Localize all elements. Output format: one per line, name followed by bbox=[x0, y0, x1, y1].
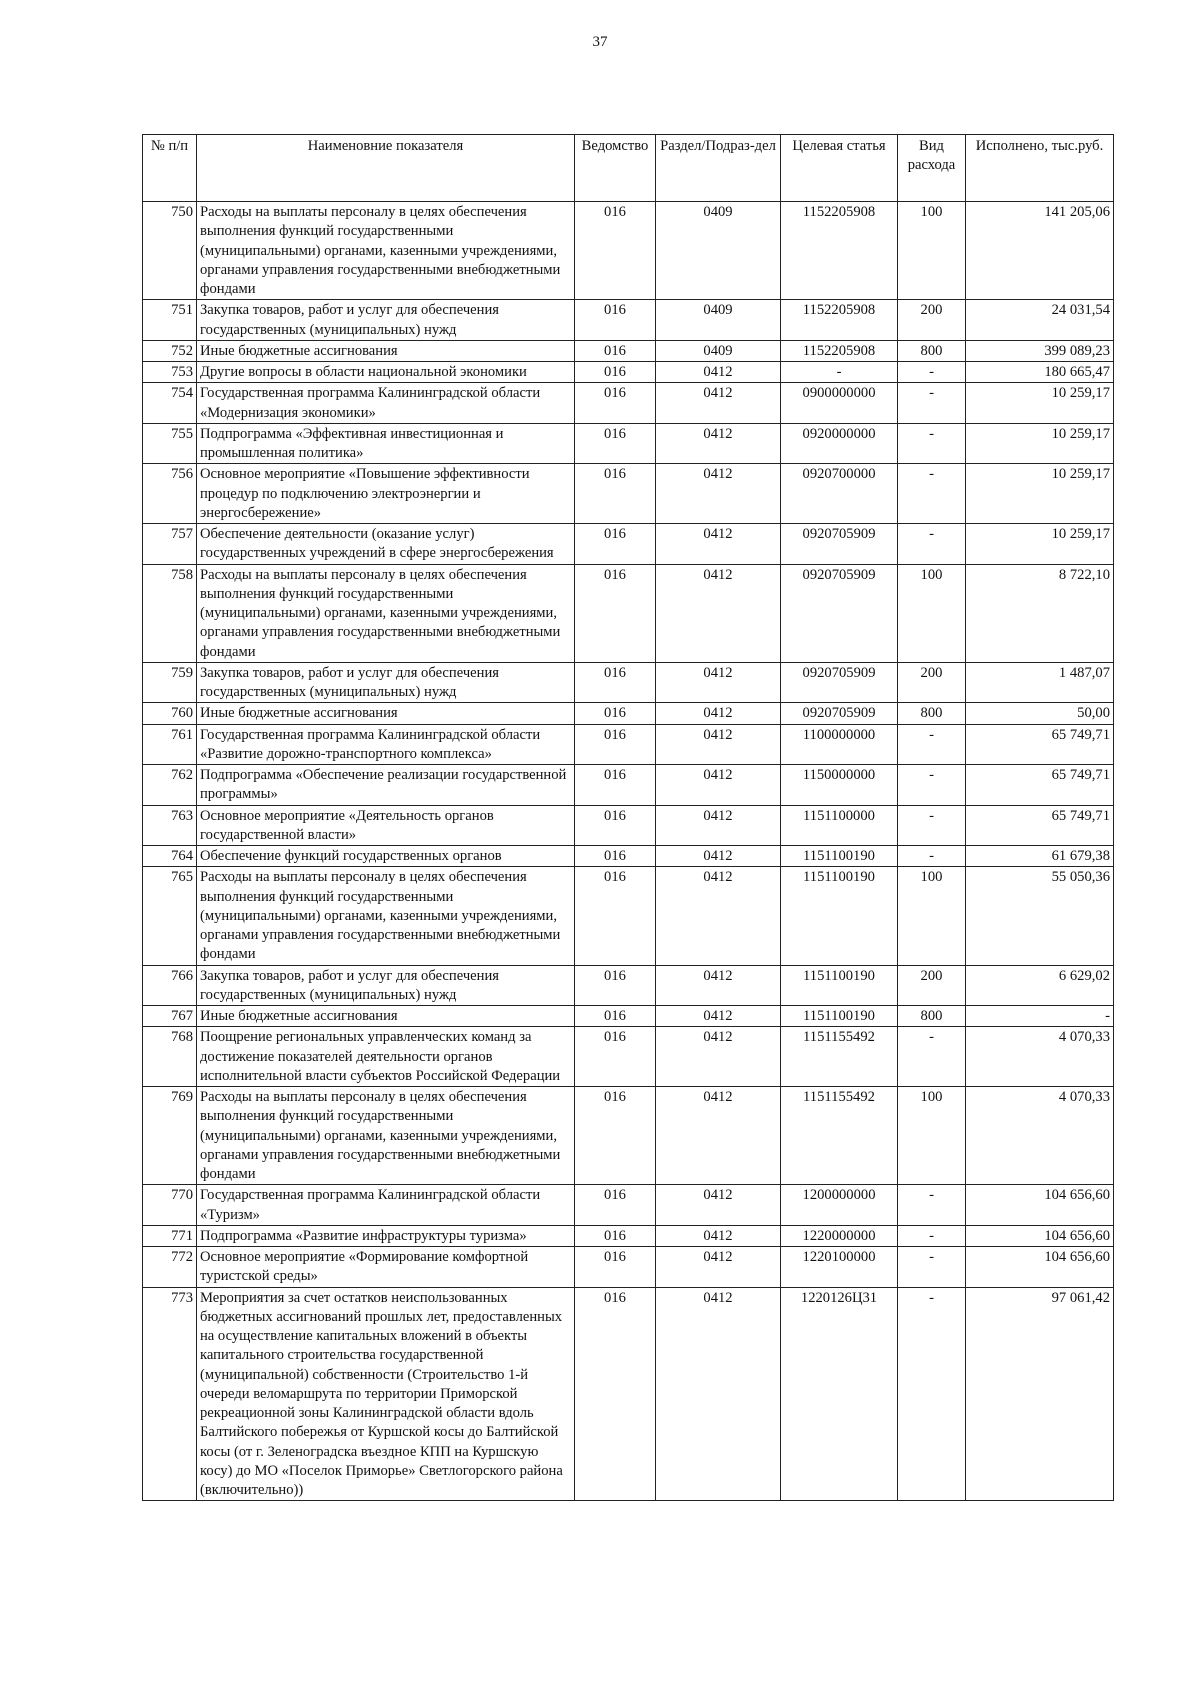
row-number: 767 bbox=[143, 1006, 197, 1027]
table-row bbox=[143, 1247, 1114, 1288]
section-code: 0412 bbox=[656, 1247, 781, 1288]
table-row bbox=[143, 340, 1114, 361]
section-code: 0412 bbox=[656, 362, 781, 383]
table-row bbox=[143, 1087, 1114, 1185]
table-row bbox=[143, 300, 1114, 341]
indicator-name: Расходы на выплаты персоналу в целях обеспечения выполнения функций государственными (муниципальными) органами, казенными учреждениями, органами управления государственными внебюджетными фондами bbox=[197, 1087, 575, 1185]
executed-amount: 180 665,47 bbox=[966, 362, 1114, 383]
section-code: 0412 bbox=[656, 1287, 781, 1501]
table-row bbox=[143, 805, 1114, 846]
target-article: 1152205908 bbox=[781, 300, 898, 341]
table-row bbox=[143, 867, 1114, 965]
section-code: 0412 bbox=[656, 867, 781, 965]
department-code: 016 bbox=[575, 765, 656, 806]
target-article: 1220126Ц31 bbox=[781, 1287, 898, 1501]
department-code: 016 bbox=[575, 1185, 656, 1226]
indicator-name: Другие вопросы в области национальной экономики bbox=[197, 362, 575, 383]
executed-amount: 104 656,60 bbox=[966, 1247, 1114, 1288]
target-article: 0920000000 bbox=[781, 423, 898, 464]
section-code: 0412 bbox=[656, 423, 781, 464]
indicator-name: Основное мероприятие «Деятельность органов государственной власти» bbox=[197, 805, 575, 846]
department-code: 016 bbox=[575, 464, 656, 524]
target-article: 0920700000 bbox=[781, 464, 898, 524]
table-row bbox=[143, 1225, 1114, 1246]
indicator-name: Государственная программа Калининградской области «Туризм» bbox=[197, 1185, 575, 1226]
target-article: 1152205908 bbox=[781, 340, 898, 361]
target-article: 1151100190 bbox=[781, 1006, 898, 1027]
expense-kind: - bbox=[898, 1185, 966, 1226]
expense-kind: - bbox=[898, 1225, 966, 1246]
table-row bbox=[143, 423, 1114, 464]
row-number: 754 bbox=[143, 383, 197, 424]
executed-amount: 65 749,71 bbox=[966, 765, 1114, 806]
section-code: 0412 bbox=[656, 846, 781, 867]
table-row bbox=[143, 1287, 1114, 1501]
executed-amount: 10 259,17 bbox=[966, 423, 1114, 464]
executed-amount: 1 487,07 bbox=[966, 662, 1114, 703]
executed-amount: 104 656,60 bbox=[966, 1225, 1114, 1246]
section-code: 0412 bbox=[656, 965, 781, 1006]
header-amount: Исполнено, тыс.руб. bbox=[966, 135, 1114, 202]
row-number: 760 bbox=[143, 703, 197, 724]
target-article: 1220100000 bbox=[781, 1247, 898, 1288]
expense-kind: - bbox=[898, 1027, 966, 1087]
target-article: 1220000000 bbox=[781, 1225, 898, 1246]
department-code: 016 bbox=[575, 846, 656, 867]
expense-kind: - bbox=[898, 724, 966, 765]
indicator-name: Основное мероприятие «Повышение эффективности процедур по подключению электроэнергии и энергосбережение» bbox=[197, 464, 575, 524]
department-code: 016 bbox=[575, 1287, 656, 1501]
target-article: 1200000000 bbox=[781, 1185, 898, 1226]
executed-amount: 6 629,02 bbox=[966, 965, 1114, 1006]
indicator-name: Расходы на выплаты персоналу в целях обеспечения выполнения функций государственными (муниципальными) органами, казенными учреждениями, органами управления государственными внебюджетными фондами bbox=[197, 867, 575, 965]
row-number: 762 bbox=[143, 765, 197, 806]
row-number: 770 bbox=[143, 1185, 197, 1226]
target-article: 1151155492 bbox=[781, 1087, 898, 1185]
row-number: 761 bbox=[143, 724, 197, 765]
expense-kind: 200 bbox=[898, 965, 966, 1006]
section-code: 0412 bbox=[656, 724, 781, 765]
table-row bbox=[143, 1185, 1114, 1226]
section-code: 0409 bbox=[656, 340, 781, 361]
expense-kind: - bbox=[898, 846, 966, 867]
header-section: Раздел/Подраз-дел bbox=[656, 135, 781, 202]
expense-kind: 100 bbox=[898, 202, 966, 300]
table-row bbox=[143, 965, 1114, 1006]
executed-amount: 10 259,17 bbox=[966, 524, 1114, 565]
expense-kind: 100 bbox=[898, 867, 966, 965]
expense-kind: - bbox=[898, 805, 966, 846]
row-number: 764 bbox=[143, 846, 197, 867]
section-code: 0412 bbox=[656, 524, 781, 565]
target-article: 1151100190 bbox=[781, 867, 898, 965]
indicator-name: Поощрение региональных управленческих команд за достижение показателей деятельности органов исполнительной власти субъектов Российской Федерации bbox=[197, 1027, 575, 1087]
table-row bbox=[143, 765, 1114, 806]
executed-amount: 97 061,42 bbox=[966, 1287, 1114, 1501]
department-code: 016 bbox=[575, 1087, 656, 1185]
target-article: 1152205908 bbox=[781, 202, 898, 300]
target-article: 1151155492 bbox=[781, 1027, 898, 1087]
department-code: 016 bbox=[575, 1027, 656, 1087]
row-number: 771 bbox=[143, 1225, 197, 1246]
expense-kind: 800 bbox=[898, 703, 966, 724]
target-article: 1150000000 bbox=[781, 765, 898, 806]
expense-kind: - bbox=[898, 1287, 966, 1501]
executed-amount: 4 070,33 bbox=[966, 1087, 1114, 1185]
department-code: 016 bbox=[575, 362, 656, 383]
section-code: 0409 bbox=[656, 202, 781, 300]
executed-amount: 65 749,71 bbox=[966, 805, 1114, 846]
section-code: 0412 bbox=[656, 1087, 781, 1185]
section-code: 0412 bbox=[656, 564, 781, 662]
row-number: 750 bbox=[143, 202, 197, 300]
indicator-name: Мероприятия за счет остатков неиспользованных бюджетных ассигнований прошлых лет, предоставленных на осуществление капитальных вложений в объекты капитального строительства государственной (муниципальной) собственности (Строительство 1-й очереди веломаршрута по территории Приморской рекреационной зоны Калининградской области вдоль Балтийского побережья от Куршской косы до Балтийской косы (от г. Зеленоградска въездное КПП на Куршскую косу) до МО «Поселок Приморье» Светлогорского района (включительно)) bbox=[197, 1287, 575, 1501]
department-code: 016 bbox=[575, 662, 656, 703]
target-article: 1151100000 bbox=[781, 805, 898, 846]
indicator-name: Закупка товаров, работ и услуг для обеспечения государственных (муниципальных) нужд bbox=[197, 662, 575, 703]
section-code: 0412 bbox=[656, 1027, 781, 1087]
department-code: 016 bbox=[575, 564, 656, 662]
budget-execution-table bbox=[142, 134, 1114, 1501]
row-number: 752 bbox=[143, 340, 197, 361]
department-code: 016 bbox=[575, 1225, 656, 1246]
indicator-name: Расходы на выплаты персоналу в целях обеспечения выполнения функций государственными (муниципальными) органами, казенными учреждениями, органами управления государственными внебюджетными фондами bbox=[197, 564, 575, 662]
expense-kind: - bbox=[898, 423, 966, 464]
executed-amount: - bbox=[966, 1006, 1114, 1027]
indicator-name: Государственная программа Калининградской области «Модернизация экономики» bbox=[197, 383, 575, 424]
executed-amount: 399 089,23 bbox=[966, 340, 1114, 361]
row-number: 768 bbox=[143, 1027, 197, 1087]
expense-kind: 800 bbox=[898, 340, 966, 361]
department-code: 016 bbox=[575, 423, 656, 464]
row-number: 766 bbox=[143, 965, 197, 1006]
executed-amount: 65 749,71 bbox=[966, 724, 1114, 765]
expense-kind: - bbox=[898, 464, 966, 524]
executed-amount: 61 679,38 bbox=[966, 846, 1114, 867]
row-number: 757 bbox=[143, 524, 197, 565]
target-article: - bbox=[781, 362, 898, 383]
target-article: 1151100190 bbox=[781, 965, 898, 1006]
department-code: 016 bbox=[575, 340, 656, 361]
target-article: 0920705909 bbox=[781, 564, 898, 662]
target-article: 1100000000 bbox=[781, 724, 898, 765]
page-number: 37 bbox=[592, 34, 608, 50]
row-number: 773 bbox=[143, 1287, 197, 1501]
row-number: 758 bbox=[143, 564, 197, 662]
indicator-name: Обеспечение функций государственных органов bbox=[197, 846, 575, 867]
executed-amount: 24 031,54 bbox=[966, 300, 1114, 341]
header-target: Целевая статья bbox=[781, 135, 898, 202]
table-row bbox=[143, 662, 1114, 703]
row-number: 759 bbox=[143, 662, 197, 703]
target-article: 0920705909 bbox=[781, 524, 898, 565]
department-code: 016 bbox=[575, 383, 656, 424]
indicator-name: Подпрограмма «Обеспечение реализации государственной программы» bbox=[197, 765, 575, 806]
section-code: 0412 bbox=[656, 765, 781, 806]
expense-kind: - bbox=[898, 765, 966, 806]
expense-kind: 100 bbox=[898, 1087, 966, 1185]
row-number: 755 bbox=[143, 423, 197, 464]
expense-kind: - bbox=[898, 524, 966, 565]
executed-amount: 10 259,17 bbox=[966, 464, 1114, 524]
header-num: № п/п bbox=[143, 135, 197, 202]
header-kind: Вид расхода bbox=[898, 135, 966, 202]
section-code: 0412 bbox=[656, 1225, 781, 1246]
table-row bbox=[143, 1027, 1114, 1087]
department-code: 016 bbox=[575, 202, 656, 300]
table-header-row bbox=[143, 135, 1114, 202]
expense-kind: - bbox=[898, 1247, 966, 1288]
expense-kind: 800 bbox=[898, 1006, 966, 1027]
header-dept: Ведомство bbox=[575, 135, 656, 202]
section-code: 0412 bbox=[656, 805, 781, 846]
department-code: 016 bbox=[575, 965, 656, 1006]
indicator-name: Иные бюджетные ассигнования bbox=[197, 703, 575, 724]
section-code: 0409 bbox=[656, 300, 781, 341]
department-code: 016 bbox=[575, 1006, 656, 1027]
indicator-name: Подпрограмма «Развитие инфраструктуры туризма» bbox=[197, 1225, 575, 1246]
department-code: 016 bbox=[575, 867, 656, 965]
table-row bbox=[143, 362, 1114, 383]
row-number: 751 bbox=[143, 300, 197, 341]
table-row bbox=[143, 724, 1114, 765]
row-number: 756 bbox=[143, 464, 197, 524]
indicator-name: Закупка товаров, работ и услуг для обеспечения государственных (муниципальных) нужд bbox=[197, 965, 575, 1006]
table-row bbox=[143, 202, 1114, 300]
indicator-name: Основное мероприятие «Формирование комфортной туристской среды» bbox=[197, 1247, 575, 1288]
indicator-name: Подпрограмма «Эффективная инвестиционная и промышленная политика» bbox=[197, 423, 575, 464]
section-code: 0412 bbox=[656, 703, 781, 724]
target-article: 0920705909 bbox=[781, 662, 898, 703]
expense-kind: 200 bbox=[898, 662, 966, 703]
row-number: 753 bbox=[143, 362, 197, 383]
expense-kind: - bbox=[898, 383, 966, 424]
department-code: 016 bbox=[575, 524, 656, 565]
section-code: 0412 bbox=[656, 662, 781, 703]
expense-kind: - bbox=[898, 362, 966, 383]
indicator-name: Обеспечение деятельности (оказание услуг) государственных учреждений в сфере энергосбережения bbox=[197, 524, 575, 565]
row-number: 765 bbox=[143, 867, 197, 965]
table-row bbox=[143, 564, 1114, 662]
executed-amount: 104 656,60 bbox=[966, 1185, 1114, 1226]
row-number: 769 bbox=[143, 1087, 197, 1185]
target-article: 1151100190 bbox=[781, 846, 898, 867]
table-row bbox=[143, 703, 1114, 724]
expense-kind: 100 bbox=[898, 564, 966, 662]
table-body bbox=[143, 202, 1114, 1501]
department-code: 016 bbox=[575, 805, 656, 846]
executed-amount: 50,00 bbox=[966, 703, 1114, 724]
department-code: 016 bbox=[575, 724, 656, 765]
indicator-name: Иные бюджетные ассигнования bbox=[197, 1006, 575, 1027]
table-row bbox=[143, 1006, 1114, 1027]
section-code: 0412 bbox=[656, 464, 781, 524]
department-code: 016 bbox=[575, 1247, 656, 1288]
table-row bbox=[143, 524, 1114, 565]
header-name: Наименовние показателя bbox=[197, 135, 575, 202]
row-number: 763 bbox=[143, 805, 197, 846]
department-code: 016 bbox=[575, 300, 656, 341]
executed-amount: 141 205,06 bbox=[966, 202, 1114, 300]
indicator-name: Иные бюджетные ассигнования bbox=[197, 340, 575, 361]
table-row bbox=[143, 846, 1114, 867]
executed-amount: 55 050,36 bbox=[966, 867, 1114, 965]
department-code: 016 bbox=[575, 703, 656, 724]
target-article: 0900000000 bbox=[781, 383, 898, 424]
executed-amount: 8 722,10 bbox=[966, 564, 1114, 662]
executed-amount: 10 259,17 bbox=[966, 383, 1114, 424]
row-number: 772 bbox=[143, 1247, 197, 1288]
section-code: 0412 bbox=[656, 1185, 781, 1226]
indicator-name: Государственная программа Калининградской области «Развитие дорожно-транспортного комплекса» bbox=[197, 724, 575, 765]
section-code: 0412 bbox=[656, 1006, 781, 1027]
target-article: 0920705909 bbox=[781, 703, 898, 724]
table-row bbox=[143, 383, 1114, 424]
expense-kind: 200 bbox=[898, 300, 966, 341]
section-code: 0412 bbox=[656, 383, 781, 424]
table-row bbox=[143, 464, 1114, 524]
executed-amount: 4 070,33 bbox=[966, 1027, 1114, 1087]
indicator-name: Расходы на выплаты персоналу в целях обеспечения выполнения функций государственными (муниципальными) органами, казенными учреждениями, органами управления государственными внебюджетными фондами bbox=[197, 202, 575, 300]
indicator-name: Закупка товаров, работ и услуг для обеспечения государственных (муниципальных) нужд bbox=[197, 300, 575, 341]
